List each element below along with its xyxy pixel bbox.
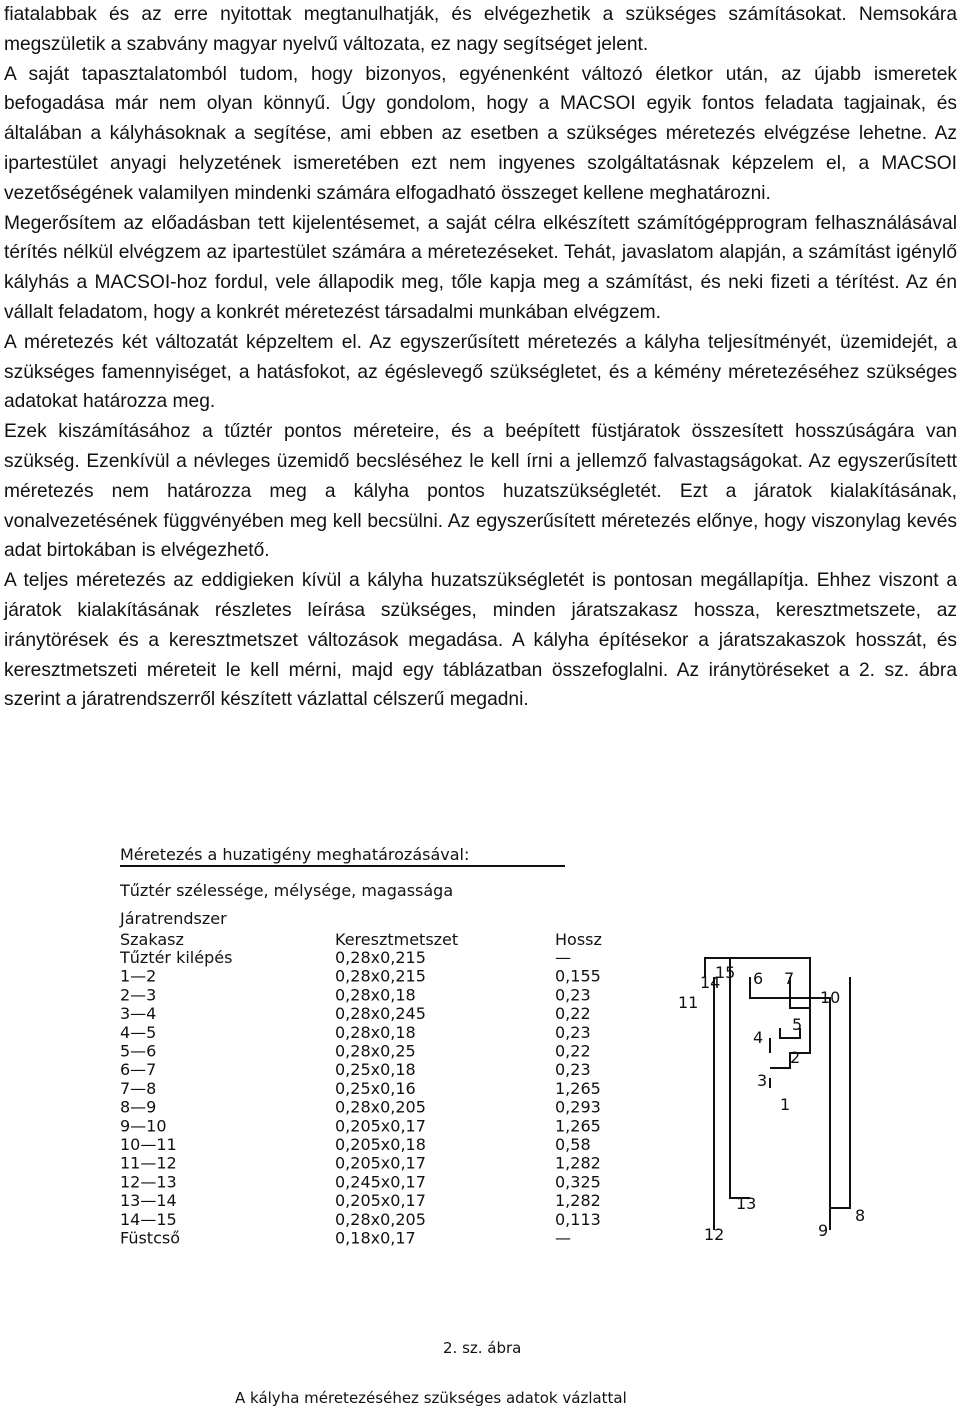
- table-cell-length: 0,22: [555, 1004, 591, 1024]
- table-cell-segment: 4—5: [120, 1022, 157, 1042]
- node-label: 6: [753, 969, 764, 988]
- paragraph: A teljes méretezés az eddigieken kívül a kályha huzatszükségletét is pontosan megállapítja. Ehhez viszont a járatok kialakításának részletes leírása szükséges, minden járatszakasz hossza, keresztmetszete, az iránytörések és a keresztmetszet változások megadása. A kályha építésekor a járatszakaszok hosszát, és keresztmetszeti méreteit le kell mérni, majd egy táblázatban összefoglalni. Az iránytöréseket a 2. sz. ábra szerint a járatrendszerről készített vázlattal célszerű megadni.: [4, 570, 957, 711]
- table-cell-segment: 6—7: [120, 1060, 157, 1080]
- table-cell-segment: 9—10: [120, 1116, 167, 1136]
- table-cell-cross: 0,18x0,17: [335, 1228, 416, 1248]
- table-cell-cross: 0,28x0,18: [335, 1022, 416, 1042]
- flue-line: [830, 977, 850, 1208]
- table-cell-segment: Füstcső: [120, 1228, 180, 1248]
- paragraph: Ezek kiszámításához a tűztér pontos méreteire, és a beépített füstjáratok összesített hosszúságára van szükség. Ezenkívül a névleges üzemidő becsléséhez le kell írni a jellemző falvastagságokat. Az egyszerűsített méretezés nem határozza meg a kályha pontos huzatszükségletét. Ezt a járatok kialakításának, vonalvezetésének függvényében meg kell becsülni. Az egyszerűsített méretezés előnye, hogy viszonylag kevés adat birtokában is elvégezhető.: [4, 421, 957, 562]
- figure-title: Méretezés a huzatigény meghatározásával:: [120, 845, 470, 864]
- table-cell-length: 0,23: [555, 985, 591, 1005]
- table-cell-segment: 8—9: [120, 1097, 157, 1117]
- paragraph: A méretezés két változatát képzeltem el. Az egyszerűsített méretezés a kályha teljesítményét, üzemidejét, a szükséges famennyiséget, a hatásfokot, az égéslevegő szükségletet, és a kémény méretezéséhez szükséges adatokat határozza meg.: [4, 331, 957, 413]
- table-cell-segment: 7—8: [120, 1078, 157, 1098]
- node-label: 15: [715, 963, 736, 982]
- table-cell-length: 0,325: [555, 1172, 601, 1192]
- table-cell-length: 0,155: [555, 966, 601, 986]
- table-cell-length: 1,265: [555, 1078, 601, 1098]
- table-cell-cross: 0,28x0,205: [335, 1209, 426, 1229]
- flue-system-line: Járatrendszer: [120, 909, 227, 928]
- table-cell-cross: 0,205x0,18: [335, 1135, 426, 1154]
- table-cell-cross: 0,28x0,215: [335, 948, 426, 967]
- header-segment: Szakasz: [120, 930, 184, 949]
- figure-caption: 2. sz. ábra: [443, 1339, 522, 1357]
- table-cell-length: 0,22: [555, 1041, 591, 1061]
- data-table: [119, 948, 601, 1248]
- table-cell-cross: 0,28x0,215: [335, 966, 426, 986]
- table-cell-cross: 0,28x0,18: [335, 985, 416, 1005]
- node-label: 14: [700, 973, 721, 992]
- node-label: 12: [704, 1225, 725, 1244]
- table-cell-cross: 0,28x0,205: [335, 1097, 426, 1117]
- node-label: 4: [753, 1028, 764, 1047]
- figure-sizing-sketch: [110, 838, 890, 1411]
- body-text: [4, 0, 957, 715]
- table-cell-segment: 1—2: [120, 966, 157, 986]
- node-label: 1: [780, 1095, 791, 1114]
- table-cell-segment: 14—15: [120, 1209, 177, 1229]
- table-cell-length: 0,113: [555, 1209, 601, 1229]
- table-cell-segment: 12—13: [120, 1172, 177, 1192]
- table-cell-cross: 0,28x0,25: [335, 1041, 416, 1061]
- header-cross-section: Keresztmetszet: [335, 930, 459, 949]
- node-label: 10: [820, 988, 841, 1007]
- table-cell-segment: 10—11: [120, 1135, 177, 1154]
- node-label: 7: [784, 969, 795, 988]
- paragraph: Megerősítem az előadásban tett kijelentésemet, a saját célra elkészített számítógépprogram felhasználásával térítés nélkül elvégzem az ipartestület számára a méretezéseket. Tehát, javaslatom alapján, a számítást igénylő kályhás a MACSOI-hoz fordul, vele állapodik meg, tőle kapja meg a számítást, és neki fizeti a térítést. Az én vállalt feladatom, hogy a konkrét méretezést társadalmi munkában elvégzem.: [4, 212, 957, 323]
- node-label: 11: [678, 993, 699, 1012]
- firebox-line: Tűztér szélessége, mélysége, magassága: [120, 881, 454, 900]
- flue-line: [730, 977, 750, 1198]
- table-cell-length: 1,282: [555, 1153, 601, 1173]
- table-cell-length: 0,23: [555, 1060, 591, 1080]
- node-label: 5: [792, 1015, 803, 1034]
- figure-svg: [110, 838, 890, 1411]
- table-cell-length: 1,265: [555, 1116, 601, 1136]
- paragraph: fiatalabbak és az erre nyitottak megtanulhatják, és elvégezhetik a szükséges számításokat. Nemsokára megszületik a szabvány magyar nyelvű változata, ez nagy segítséget jelent.: [4, 4, 957, 55]
- table-cell-length: —: [555, 948, 571, 967]
- node-label: 13: [736, 1194, 757, 1213]
- node-label: 2: [790, 1048, 801, 1067]
- table-cell-length: 1,282: [555, 1191, 601, 1211]
- table-cell-cross: 0,205x0,17: [335, 1116, 426, 1136]
- table-cell-segment: 13—14: [120, 1191, 177, 1211]
- table-cell-length: 0,293: [555, 1097, 601, 1117]
- header-length: Hossz: [555, 930, 602, 949]
- table-cell-cross: 0,205x0,17: [335, 1191, 426, 1211]
- node-label: 9: [818, 1221, 829, 1240]
- table-cell-segment: 3—4: [120, 1004, 157, 1024]
- figure-footer: A kályha méretezéséhez szükséges adatok vázlattal: [235, 1389, 627, 1407]
- table-cell-cross: 0,245x0,17: [335, 1172, 426, 1192]
- table-cell-segment: Tűztér kilépés: [120, 948, 233, 967]
- table-cell-cross: 0,25x0,18: [335, 1060, 416, 1080]
- table-cell-segment: 11—12: [120, 1153, 177, 1173]
- table-cell-segment: 2—3: [120, 985, 157, 1005]
- table-cell-segment: 5—6: [120, 1041, 157, 1061]
- node-label: 3: [757, 1071, 768, 1090]
- table-cell-cross: 0,28x0,245: [335, 1004, 426, 1024]
- table-cell-length: 0,23: [555, 1022, 591, 1042]
- table-cell-length: —: [555, 1228, 571, 1248]
- table-cell-length: 0,58: [555, 1135, 591, 1154]
- node-label: 8: [855, 1206, 866, 1225]
- table-cell-cross: 0,205x0,17: [335, 1153, 426, 1173]
- paragraph: A saját tapasztalatomból tudom, hogy bizonyos, egyénenként változó életkor után, az újabb ismeretek befogadása már nem olyan könnyű. Úgy gondolom, hogy a MACSOI egyik fontos feladata tagjainak, és általában a kályhásoknak a segítése, ami ebben az esetben a szükséges méretezés elvégzése lehetne. Az ipartestület anyagi helyzetének ismeretében ezt nem ingyenes szolgáltatásnak képzelem el, a MACSOI vezetőségének valamilyen mindenki számára elfogadható összeget kellene meghatározni.: [4, 63, 957, 204]
- table-cell-cross: 0,25x0,16: [335, 1078, 416, 1098]
